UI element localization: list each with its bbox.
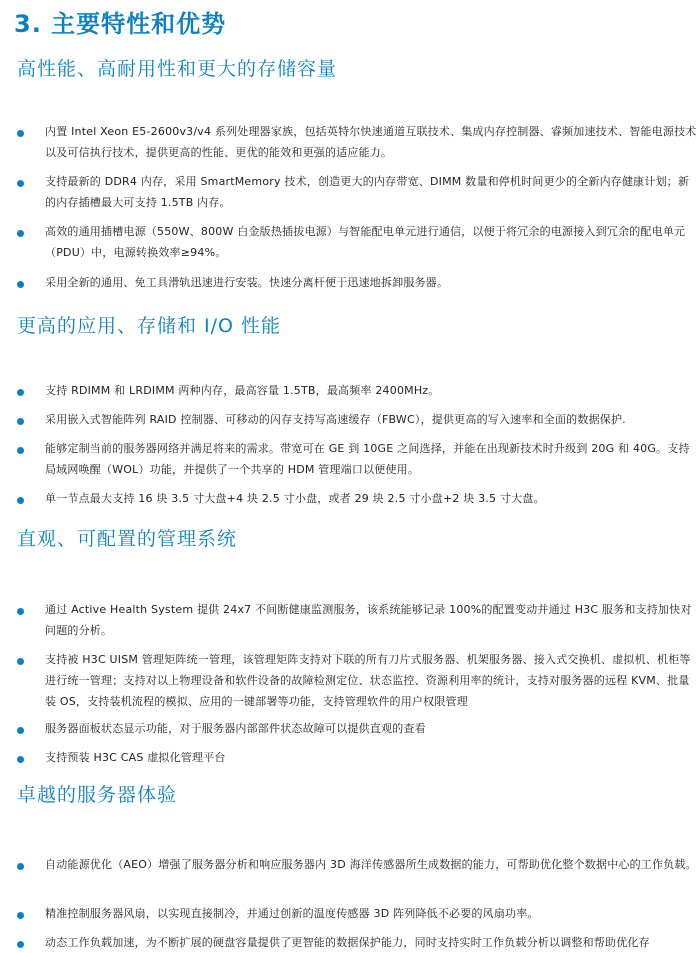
- list-item-text: 单一节点最大支持 16 块 3.5 寸大盘+4 块 2.5 寸小盘，或者 29 块 2.5 寸小盘+2 块 3.5 寸大盘。: [45, 492, 545, 505]
- bullet-icon: [17, 912, 24, 919]
- bullet-icon: [17, 281, 24, 288]
- bullet-icon: [17, 389, 24, 396]
- bullet-icon: [17, 230, 24, 237]
- list-item-text: 精准控制服务器风扇，以实现直接制冷，并通过创新的温度传感器 3D 阵列降低不必要的风扇功率。: [45, 907, 539, 920]
- section-title: 更高的应用、存储和 I/O 性能: [17, 315, 282, 337]
- section-title: 直观、可配置的管理系统: [17, 528, 238, 550]
- bullet-icon: [17, 418, 24, 425]
- bullet-icon: [17, 658, 24, 665]
- section-management: [0, 526, 699, 764]
- list-item-text: 通过 Active Health System 提供 24x7 不间断健康监测服务，该系统能够记录 100%的配置变动并通过 H3C 服务和支持加快对问题的分析。: [45, 603, 692, 637]
- section-title: 高性能、高耐用性和更大的存储容量: [17, 58, 338, 80]
- list-item-text: 动态工作负载加速，为不断扩展的硬盘容量提供了更智能的数据保护能力，同时支持实时工作负载分析以调整和帮助优化存: [45, 936, 650, 949]
- bullet-icon: [17, 447, 24, 454]
- bullet-icon: [17, 863, 24, 870]
- list-item-text: 自动能源优化（AEO）增强了服务器分析和响应服务器内 3D 海洋传感器所生成数据的能力，可帮助优化整个数据中心的工作负载。: [45, 858, 697, 871]
- section-experience: [0, 782, 699, 949]
- bullet-icon: [17, 608, 24, 615]
- list-item-text: 能够定制当前的服务器网络并满足将来的需求。带宽可在 GE 到 10GE 之间选择，并能在出现新技术时升级到 20G 和 40G。支持局域网唤醒（WOL）功能，并提供了一个共享的 HDM 管理端口以便使用。: [45, 442, 690, 476]
- bullet-icon: [17, 130, 24, 137]
- list-item-text: 内置 Intel Xeon E5-2600v3/v4 系列处理器家族，包括英特尔快速通道互联技术、集成内存控制器、睿频加速技术、智能电源技术以及可信执行技术，提供更高的性能、更优的能效和更强的适应能力。: [45, 125, 697, 159]
- bullet-icon: [17, 497, 24, 504]
- list-item-text: 采用嵌入式智能阵列 RAID 控制器、可移动的闪存支持写高速缓存（FBWC），提供更高的写入速率和全面的数据保护.: [45, 413, 626, 426]
- list-item-text: 采用全新的通用、免工具滑轨迅速进行安装。快速分离杆便于迅速地拆卸服务器。: [45, 276, 449, 289]
- section-performance: [0, 56, 699, 289]
- bullet-icon: [17, 941, 24, 948]
- list-item-text: 高效的通用插槽电源（550W、800W 白金版热插拔电源）与智能配电单元进行通信，以便于将冗余的电源接入到冗余的配电单元（PDU）中，电源转换效率≥94%。: [45, 225, 686, 259]
- list-item-text: 支持被 H3C UISM 管理矩阵统一管理，该管理矩阵支持对下联的所有刀片式服务器、机架服务器、接入式交换机、虚拟机、机柜等进行统一管理；支持对以上物理设备和软件设备的故障检测定位、状态监控、资源利用率的统计，支持对服务器的远程 KVM、批量装 OS，支持装机流程的模拟、应用的一键部署等功能，支持管理软件的用户权限管理: [45, 653, 691, 708]
- section-title: 卓越的服务器体验: [17, 784, 178, 806]
- list-item-text: 支持预装 H3C CAS 虚拟化管理平台: [45, 751, 226, 764]
- section-io-performance: [0, 313, 699, 505]
- bullet-icon: [17, 727, 24, 734]
- bullet-icon: [17, 756, 24, 763]
- list-item-text: 支持最新的 DDR4 内存，采用 SmartMemory 技术，创造更大的内存带宽、DIMM 数量和停机时间更少的全新内存健康计划；新的内存插槽最大可支持 1.5TB 内存。: [45, 175, 690, 209]
- list-item-text: 支持 RDIMM 和 LRDIMM 两种内存，最高容量 1.5TB，最高频率 2400MHz。: [45, 384, 440, 397]
- page-title: 3. 主要特性和优势: [14, 10, 227, 38]
- bullet-icon: [17, 180, 24, 187]
- list-item-text: 服务器面板状态显示功能，对于服务器内部部件状态故障可以提供直观的查看: [45, 722, 426, 735]
